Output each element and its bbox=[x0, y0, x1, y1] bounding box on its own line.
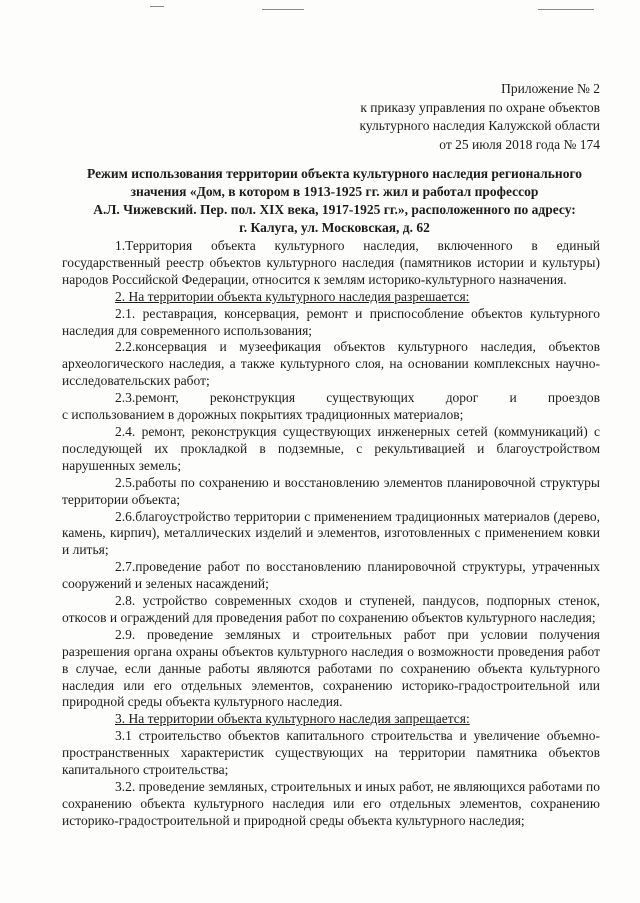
paragraph-1: 1.Территория объекта культурного наследия, включенного в единый государственный реестр объектов культурного наследия (памятников истории и культуры) народов Российской Федерации, относится к землям историко-культурного назначения. bbox=[62, 238, 600, 287]
scan-mark bbox=[262, 9, 304, 10]
paragraph-2-6: 2.6.благоустройство территории с применением традиционных материалов (дерево, камень, кирпич), металлических изделий и элементов, изготовленных с применением ковки и литья; bbox=[62, 508, 600, 558]
paragraph-2-3-continuation: с использованием в дорожных покрытиях традиционных материалов; bbox=[62, 407, 464, 423]
title-line: г. Калуга, ул. Московская, д. 62 bbox=[239, 220, 430, 235]
title-line: Режим использования территории объекта культурного наследия регионального bbox=[87, 166, 582, 181]
annex-line: культурного наследия Калужской области bbox=[359, 118, 600, 133]
paragraph-2-4: 2.4. ремонт, реконструкция существующих инженерных сетей (коммуникаций) с последующей их прокладкой в подземные, с рекультивацией и благоустройством нарушенных земель; bbox=[62, 423, 600, 473]
paragraph-2-7: 2.7.проведение работ по восстановлению планировочной структуры, утраченных сооружений и зеленых насаждений; bbox=[62, 559, 600, 592]
document-title bbox=[62, 165, 607, 237]
title-line: А.Л. Чижевский. Пер. пол. XIX века, 1917-1925 гг.», расположенного по адресу: bbox=[93, 202, 576, 217]
scan-mark bbox=[150, 6, 164, 7]
section-3-heading bbox=[62, 711, 600, 728]
annex-line: к приказу управления по охране объектов bbox=[360, 99, 600, 115]
scan-mark bbox=[538, 9, 594, 10]
paragraph-2-1: 2.1. реставрация, консервация, ремонт и приспособление объектов культурного наследия для современного использования; bbox=[62, 305, 600, 338]
paragraph-3-2: 3.2. проведение земляных, строительных и иных работ, не являющихся работами по сохранению объекта культурного наследия или его отдельных элементов, сохранению историко-градостроительной и природной среды объекта культурного наследия; bbox=[62, 779, 600, 828]
document-body bbox=[62, 238, 600, 830]
paragraph-2-3-first-line: 2.3.ремонт, реконструкция существующих дорог и проездов bbox=[115, 390, 600, 406]
title-line: значения «Дом, в котором в 1913-1925 гг. жил и работал профессор bbox=[130, 184, 539, 199]
paragraph-2-8: 2.8. устройство современных сходов и ступеней, пандусов, подпорных стенок, откосов и ограждений для проведения работ по сохранению объектов культурного наследия; bbox=[62, 593, 600, 625]
paragraph-2-2: 2.2.консервация и музеефикация объектов культурного наследия, объектов археологического наследия, а также культурного слоя, на основании комплексных научно-исследовательских работ; bbox=[62, 339, 600, 389]
paragraph-3-1: 3.1 строительство объектов капитального строительства и увеличение объемно-пространственных характеристик существующих на территории памятника объектов капитального строительства; bbox=[62, 728, 600, 778]
section-2-heading bbox=[62, 289, 600, 306]
annex-header bbox=[359, 80, 600, 154]
annex-line: Приложение № 2 bbox=[501, 81, 600, 96]
paragraph-2-9: 2.9. проведение земляных и строительных работ при условии получения разрешения органа охраны объектов культурного наследия о возможности проведения работ в случае, если данные работы являются работами по сохранению объекта культурного наследия или его отдельных элементов, сохранению историко-градостроительной или природной среды объекта культурного наследия. bbox=[62, 626, 600, 710]
annex-line: от 25 июля 2018 года № 174 bbox=[439, 136, 600, 152]
section-3-heading-text: 3. На территории объекта культурного наследия запрещается: bbox=[115, 711, 470, 727]
paragraph-2-3 bbox=[62, 390, 600, 407]
paragraph-2-5: 2.5.работы по сохранению и восстановлению элементов планировочной структуры территории объекта; bbox=[62, 474, 600, 507]
section-2-heading-text: 2. На территории объекта культурного наследия разрешается: bbox=[115, 288, 470, 304]
